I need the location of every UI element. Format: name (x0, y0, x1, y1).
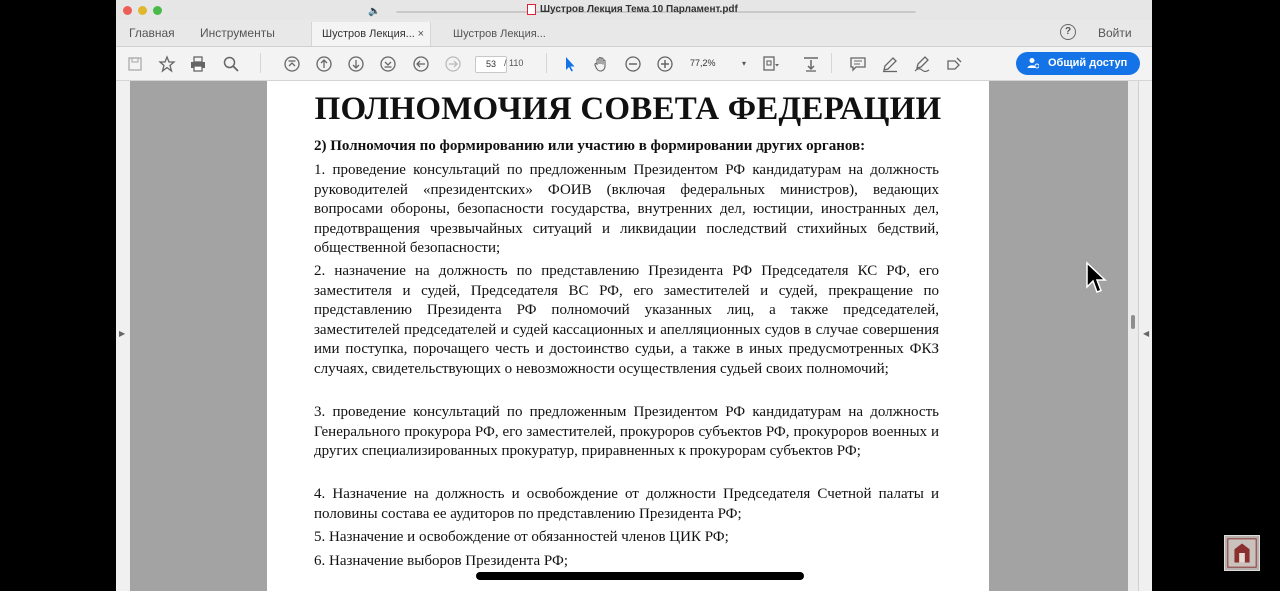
select-cursor-icon[interactable] (561, 55, 579, 73)
pdf-app-window (116, 0, 1152, 591)
paragraph-2: 2. назначение на должность по представлению Президента РФ Председателя КС РФ, его заместителя и судей, Председателя ВС РФ, его заместителей и судей, прекращение по представлению Президента РФ полномочий указанных лиц, а также председателей, заместителей председателей и судей кассационных и апелляционных судов в случае совершения ими поступка, порочащего честь и достоинство судьи, а также в иных предусмотренных ФКЗ случаях, свидетельствующих о невозможности осуществления судьей своих полномочий; (314, 263, 939, 377)
fill-sign-icon[interactable] (945, 55, 963, 73)
search-icon[interactable] (222, 55, 240, 73)
paragraph-6: 6. Назначение выборов Президента РФ; (314, 553, 568, 569)
page-title: ПОЛНОМОЧИЯ СОВЕТА ФЕДЕРАЦИИ (314, 91, 942, 127)
login-link[interactable]: Войти (1098, 26, 1132, 40)
mouse-pointer-icon (1085, 261, 1107, 295)
tab-label: Шустров Лекция... (453, 28, 546, 40)
scroll-mode-icon[interactable] (802, 55, 820, 73)
toolbar (116, 47, 1152, 81)
user-add-icon (1027, 57, 1039, 69)
hand-tool-icon[interactable] (592, 55, 610, 73)
zoom-window-button[interactable] (153, 6, 162, 15)
chevron-down-icon: ▾ (741, 59, 746, 68)
tab-document-1[interactable] (311, 22, 431, 46)
bookmark-star-icon[interactable] (158, 55, 176, 73)
left-panel-toggle[interactable] (116, 81, 131, 591)
title-bar (116, 0, 1152, 20)
vertical-scrollbar[interactable] (1128, 81, 1138, 591)
last-page-icon[interactable] (379, 55, 397, 73)
zoom-select[interactable] (690, 55, 748, 72)
tab-label: Шустров Лекция... (322, 28, 415, 40)
print-icon[interactable] (189, 55, 207, 73)
page-number-input[interactable]: 53 (475, 56, 507, 73)
section-heading: 2) Полномочия по формированию или участию в формировании других органов: (314, 138, 866, 154)
scrollbar-thumb[interactable] (1131, 315, 1135, 329)
comment-icon[interactable] (849, 55, 867, 73)
tab-bar (116, 20, 1152, 47)
previous-page-icon[interactable] (315, 55, 333, 73)
save-icon[interactable] (126, 55, 144, 73)
next-page-icon[interactable] (347, 55, 365, 73)
first-page-icon[interactable] (283, 55, 301, 73)
speaker-icon: 🔈 (368, 6, 381, 17)
nav-home[interactable]: Главная (129, 26, 175, 40)
close-window-button[interactable] (123, 6, 132, 15)
page-total: / 110 (504, 58, 524, 68)
forward-icon[interactable] (444, 55, 462, 73)
paragraph-4: 4. Назначение на должность и освобождение от должности Председателя Счетной палаты и половины состава ее аудиторов по представлению Президента РФ; (314, 486, 939, 522)
help-icon[interactable]: ? (1060, 24, 1076, 40)
home-indicator (476, 572, 804, 580)
zoom-in-icon[interactable] (656, 55, 674, 73)
zoom-value: 77,2% (690, 58, 716, 68)
zoom-out-icon[interactable] (624, 55, 642, 73)
chevron-left-icon: ◀ (1143, 329, 1150, 338)
share-label: Общий доступ (1048, 57, 1128, 69)
draw-icon[interactable] (913, 55, 931, 73)
fit-page-icon[interactable] (761, 55, 779, 73)
share-button[interactable] (1016, 52, 1140, 75)
nav-tools[interactable]: Инструменты (200, 26, 275, 40)
paragraph-3: 3. проведение консультаций по предложенным Президентом РФ кандидатурам на должность Генерального прокурора РФ, его заместителей, прокуроров субъектов РФ, прокуроров военных и других специализированных прокуратур, приравненных к прокурорам субъектов РФ; (314, 404, 939, 460)
minimize-window-button[interactable] (138, 6, 147, 15)
right-panel-toggle[interactable] (1138, 81, 1152, 591)
university-logo-icon (1224, 535, 1260, 571)
highlight-pen-icon[interactable] (881, 55, 899, 73)
window-title: Шустров Лекция Тема 10 Парламент.pdf (540, 4, 738, 15)
tab-document-2[interactable] (443, 22, 553, 46)
back-icon[interactable] (412, 55, 430, 73)
pdf-file-icon (527, 4, 536, 15)
paragraph-1: 1. проведение консультаций по предложенным Президентом РФ кандидатурам на должность руководителей «президентских» ФОИВ (включая федеральных министров), ведающих вопросами обороны, безопасности государства, внутренних дел, юстиции, иностранных дел, предотвращения чрезвычайных ситуаций и ликвидации последствий стихийных бедствий, общественной безопасности; (314, 162, 939, 257)
chevron-right-icon: ▶ (119, 329, 126, 338)
close-tab-icon[interactable]: × (417, 28, 424, 40)
paragraph-5: 5. Назначение и освобождение от обязанностей членов ЦИК РФ; (314, 529, 729, 545)
pdf-page (267, 81, 989, 591)
